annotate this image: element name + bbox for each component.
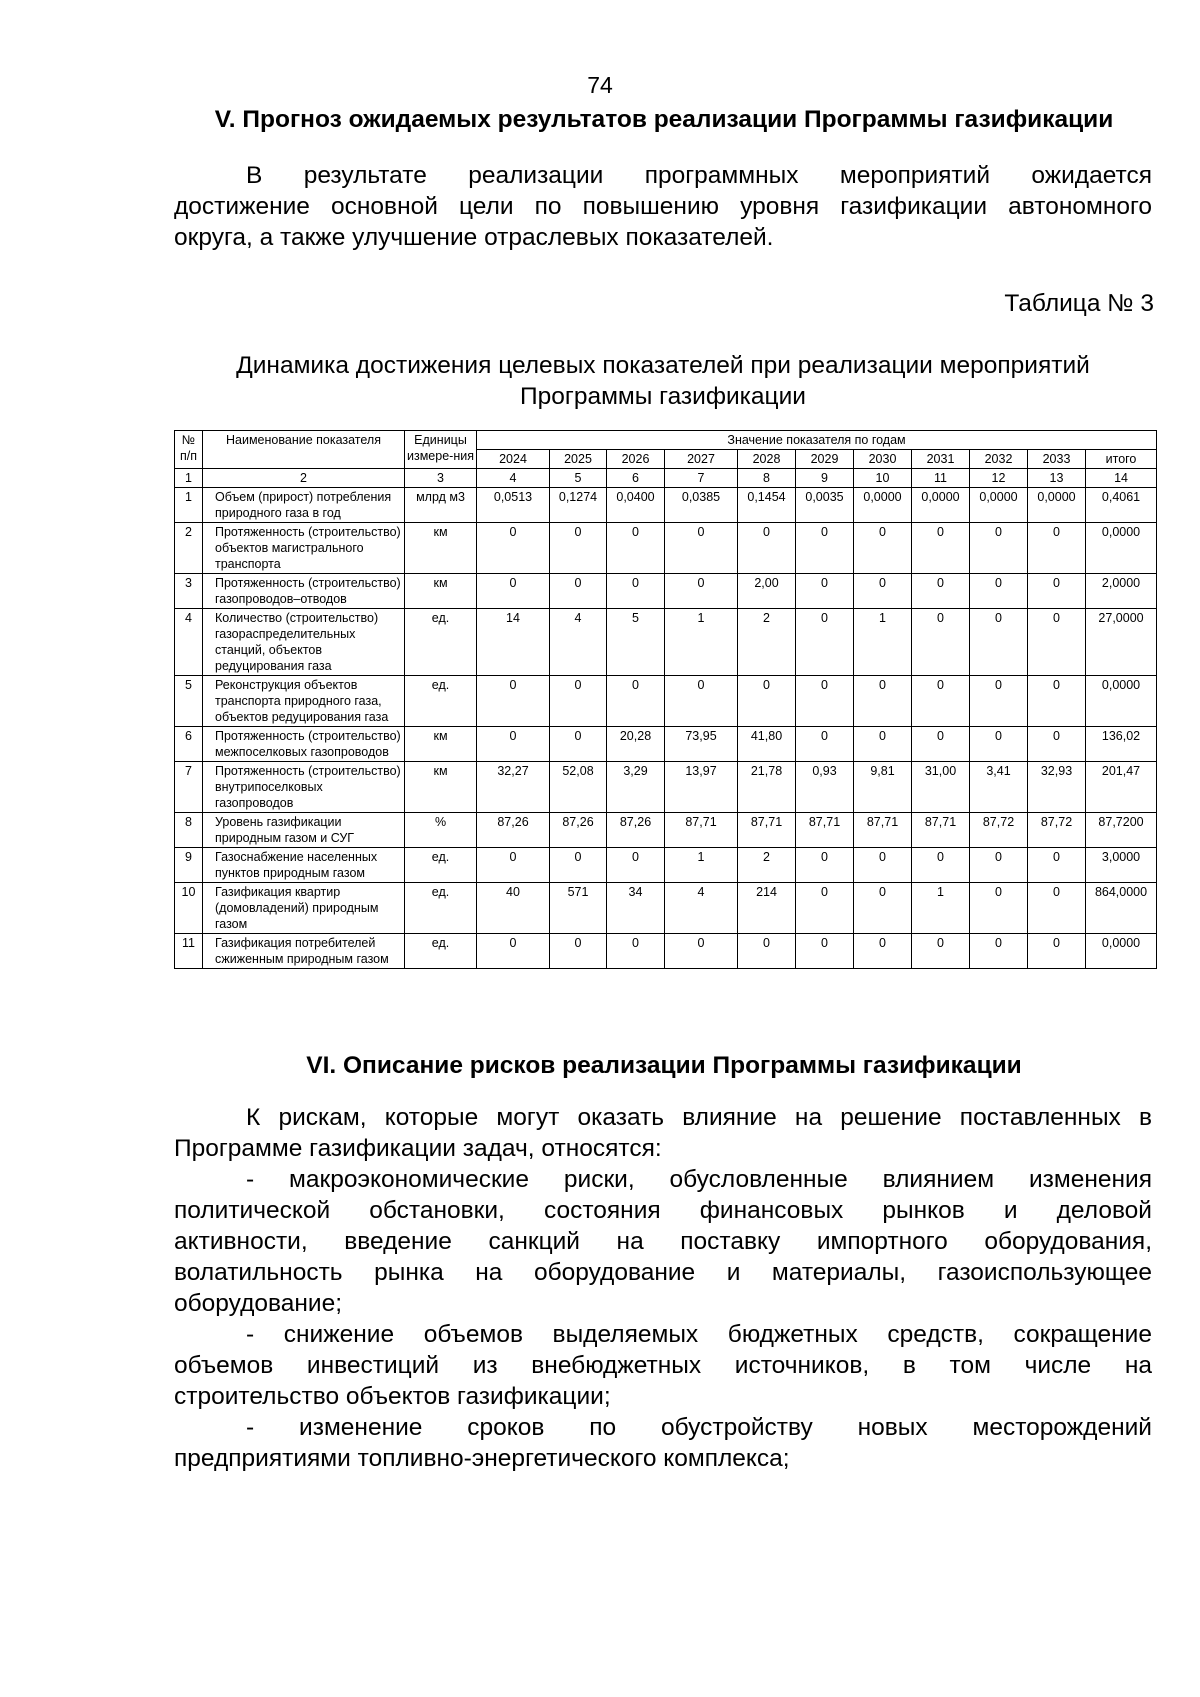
- paragraph-line: оборудование;: [174, 1290, 343, 1317]
- value-cell: 1: [854, 609, 912, 676]
- table-row: [175, 813, 1157, 848]
- value-cell: 14: [477, 609, 550, 676]
- value-cell: 3,41: [970, 762, 1028, 813]
- header-year: 2032: [970, 450, 1028, 469]
- table-row: [175, 523, 1157, 574]
- paragraph-line: округа, а также улучшение отраслевых показателей.: [174, 224, 774, 251]
- value-cell: 0: [550, 727, 607, 762]
- value-cell: 0,0513: [477, 488, 550, 523]
- value-cell: 0: [738, 523, 796, 574]
- row-number: 11: [175, 934, 203, 969]
- value-cell: 0: [912, 934, 970, 969]
- table-row: [175, 934, 1157, 969]
- value-cell: 0: [912, 609, 970, 676]
- value-cell: 2,0000: [1086, 574, 1157, 609]
- header-year: 2027: [665, 450, 738, 469]
- indicator-name: Газификация квартир (домовладений) природным газом: [203, 883, 405, 934]
- value-cell: 0,0035: [796, 488, 854, 523]
- header-year: 2033: [1028, 450, 1086, 469]
- value-cell: 34: [607, 883, 665, 934]
- value-cell: 0: [665, 523, 738, 574]
- indicators-table: [174, 430, 1157, 969]
- table-caption: [174, 350, 1152, 412]
- value-cell: 0: [796, 934, 854, 969]
- value-cell: 40: [477, 883, 550, 934]
- value-cell: 21,78: [738, 762, 796, 813]
- unit-cell: ед.: [405, 609, 477, 676]
- value-cell: 0: [550, 523, 607, 574]
- paragraph-line: строительство объектов газификации;: [174, 1383, 611, 1410]
- value-cell: 0: [912, 676, 970, 727]
- row-number: 9: [175, 848, 203, 883]
- value-cell: 13,97: [665, 762, 738, 813]
- table-row: [175, 848, 1157, 883]
- header-year: 2030: [854, 450, 912, 469]
- value-cell: 0: [477, 848, 550, 883]
- column-number: 1: [175, 469, 203, 488]
- header-year: 2029: [796, 450, 854, 469]
- value-cell: 0: [1028, 574, 1086, 609]
- value-cell: 4: [665, 883, 738, 934]
- unit-cell: %: [405, 813, 477, 848]
- paragraph-line: политической обстановки, состояния финансовых рынков и деловой: [174, 1197, 1152, 1224]
- table-row: [175, 883, 1157, 934]
- value-cell: 87,7200: [1086, 813, 1157, 848]
- unit-cell: км: [405, 523, 477, 574]
- value-cell: 0: [854, 883, 912, 934]
- indicator-name: Объем (прирост) потребления природного газа в год: [203, 488, 405, 523]
- value-cell: 87,26: [607, 813, 665, 848]
- value-cell: 20,28: [607, 727, 665, 762]
- value-cell: 3,0000: [1086, 848, 1157, 883]
- paragraph-line: волатильность рынка на оборудование и материалы, газоиспользующее: [174, 1259, 1152, 1286]
- page-number: 74: [587, 72, 613, 98]
- value-cell: 0,1454: [738, 488, 796, 523]
- value-cell: 1: [665, 848, 738, 883]
- value-cell: 0: [796, 609, 854, 676]
- row-number: 10: [175, 883, 203, 934]
- value-cell: 0: [912, 727, 970, 762]
- value-cell: 0: [854, 848, 912, 883]
- value-cell: 0,0000: [1086, 523, 1157, 574]
- paragraph-line: Программе газификации задач, относятся:: [174, 1135, 662, 1162]
- column-number: 4: [477, 469, 550, 488]
- value-cell: 0: [1028, 848, 1086, 883]
- value-cell: 0: [665, 934, 738, 969]
- header-year: 2024: [477, 450, 550, 469]
- value-cell: 3,29: [607, 762, 665, 813]
- indicator-name: Реконструкция объектов транспорта природного газа, объектов редуцирования газа: [203, 676, 405, 727]
- header-year: 2026: [607, 450, 665, 469]
- value-cell: 87,71: [854, 813, 912, 848]
- value-cell: 87,72: [1028, 813, 1086, 848]
- unit-cell: млрд м3: [405, 488, 477, 523]
- section-5-title: V. Прогноз ожидаемых результатов реализации Программы газификации: [214, 106, 1114, 133]
- row-number: 2: [175, 523, 203, 574]
- paragraph-line: объемов инвестиций из внебюджетных источников, в том числе на: [174, 1352, 1152, 1379]
- value-cell: 0: [970, 848, 1028, 883]
- value-cell: 87,26: [477, 813, 550, 848]
- caption-line: Программы газификации: [520, 383, 806, 410]
- value-cell: 0,0000: [1086, 676, 1157, 727]
- value-cell: 0: [912, 848, 970, 883]
- value-cell: 5: [607, 609, 665, 676]
- indicator-name: Протяженность (строительство) межпоселковых газопроводов: [203, 727, 405, 762]
- paragraph-line: К рискам, которые могут оказать влияние на решение поставленных в: [246, 1104, 1152, 1131]
- value-cell: 864,0000: [1086, 883, 1157, 934]
- value-cell: 0: [607, 848, 665, 883]
- row-number: 7: [175, 762, 203, 813]
- value-cell: 73,95: [665, 727, 738, 762]
- indicator-name: Протяженность (строительство) газопроводов–отводов: [203, 574, 405, 609]
- value-cell: 27,0000: [1086, 609, 1157, 676]
- value-cell: 0: [1028, 523, 1086, 574]
- value-cell: 52,08: [550, 762, 607, 813]
- value-cell: 1: [665, 609, 738, 676]
- row-number: 5: [175, 676, 203, 727]
- value-cell: 87,26: [550, 813, 607, 848]
- unit-cell: км: [405, 727, 477, 762]
- value-cell: 0: [1028, 727, 1086, 762]
- paragraph-line: В результате реализации программных мероприятий ожидается: [246, 162, 1152, 189]
- value-cell: 0: [477, 727, 550, 762]
- value-cell: 0: [970, 523, 1028, 574]
- unit-cell: ед.: [405, 848, 477, 883]
- value-cell: 0,0400: [607, 488, 665, 523]
- paragraph-line: - макроэкономические риски, обусловленные влиянием изменения: [246, 1166, 1152, 1193]
- value-cell: 0: [970, 676, 1028, 727]
- value-cell: 32,93: [1028, 762, 1086, 813]
- value-cell: 0: [738, 676, 796, 727]
- value-cell: 0: [970, 883, 1028, 934]
- indicator-name: Газоснабжение населенных пунктов природным газом: [203, 848, 405, 883]
- value-cell: 2: [738, 848, 796, 883]
- value-cell: 0: [796, 883, 854, 934]
- value-cell: 571: [550, 883, 607, 934]
- table-label: Таблица № 3: [1004, 290, 1154, 317]
- value-cell: 0: [796, 574, 854, 609]
- column-number: 13: [1028, 469, 1086, 488]
- section-6-title: VI. Описание рисков реализации Программы газификации: [306, 1052, 1022, 1079]
- header-year: 2028: [738, 450, 796, 469]
- row-number: 8: [175, 813, 203, 848]
- column-number: 2: [203, 469, 405, 488]
- value-cell: 0,0000: [854, 488, 912, 523]
- value-cell: 136,02: [1086, 727, 1157, 762]
- value-cell: 0: [738, 934, 796, 969]
- value-cell: 0: [912, 574, 970, 609]
- column-number: 11: [912, 469, 970, 488]
- value-cell: 1: [912, 883, 970, 934]
- column-number: 7: [665, 469, 738, 488]
- value-cell: 0: [665, 676, 738, 727]
- indicator-name: Протяженность (строительство) объектов магистрального транспорта: [203, 523, 405, 574]
- unit-cell: ед.: [405, 934, 477, 969]
- paragraph-line: - изменение сроков по обустройству новых месторождений: [246, 1414, 1152, 1441]
- value-cell: 0: [477, 934, 550, 969]
- value-cell: 0,0000: [1086, 934, 1157, 969]
- table-row: [175, 609, 1157, 676]
- unit-cell: км: [405, 574, 477, 609]
- value-cell: 32,27: [477, 762, 550, 813]
- value-cell: 201,47: [1086, 762, 1157, 813]
- value-cell: 0: [970, 574, 1028, 609]
- caption-line: Динамика достижения целевых показателей при реализации мероприятий: [236, 352, 1090, 379]
- value-cell: 41,80: [738, 727, 796, 762]
- row-number: 4: [175, 609, 203, 676]
- value-cell: 0,0385: [665, 488, 738, 523]
- row-number: 1: [175, 488, 203, 523]
- value-cell: 0: [607, 676, 665, 727]
- paragraph-line: активности, введение санкций на поставку импортного оборудования,: [174, 1228, 1152, 1255]
- table-row: [175, 727, 1157, 762]
- value-cell: 2,00: [738, 574, 796, 609]
- value-cell: 0,93: [796, 762, 854, 813]
- paragraph-line: - снижение объемов выделяемых бюджетных средств, сокращение: [246, 1321, 1152, 1348]
- header-year: 2025: [550, 450, 607, 469]
- row-number: 6: [175, 727, 203, 762]
- indicator-name: Уровень газификации природным газом и СУГ: [203, 813, 405, 848]
- value-cell: 0: [477, 676, 550, 727]
- value-cell: 0: [796, 848, 854, 883]
- value-cell: 0: [854, 727, 912, 762]
- value-cell: 0: [607, 574, 665, 609]
- value-cell: 0: [1028, 883, 1086, 934]
- value-cell: 0,4061: [1086, 488, 1157, 523]
- value-cell: 0: [796, 676, 854, 727]
- value-cell: 87,71: [665, 813, 738, 848]
- section-6-text: [174, 1102, 1152, 1474]
- header-name: Наименование показателя: [203, 431, 405, 469]
- value-cell: 0,0000: [1028, 488, 1086, 523]
- value-cell: 0,0000: [970, 488, 1028, 523]
- value-cell: 9,81: [854, 762, 912, 813]
- unit-cell: км: [405, 762, 477, 813]
- value-cell: 0: [1028, 934, 1086, 969]
- value-cell: 0: [912, 523, 970, 574]
- column-number: 9: [796, 469, 854, 488]
- header-unit: Единицы измере-ния: [405, 431, 477, 469]
- value-cell: 0: [970, 727, 1028, 762]
- value-cell: 0: [854, 676, 912, 727]
- value-cell: 87,71: [912, 813, 970, 848]
- value-cell: 0: [1028, 676, 1086, 727]
- column-number: 14: [1086, 469, 1157, 488]
- column-number: 5: [550, 469, 607, 488]
- value-cell: 0: [796, 523, 854, 574]
- paragraph-line: предприятиями топливно-энергетического комплекса;: [174, 1445, 790, 1472]
- value-cell: 214: [738, 883, 796, 934]
- value-cell: 0: [854, 574, 912, 609]
- value-cell: 0,1274: [550, 488, 607, 523]
- indicator-name: Газификация потребителей сжиженным природным газом: [203, 934, 405, 969]
- value-cell: 2: [738, 609, 796, 676]
- value-cell: 0: [550, 848, 607, 883]
- value-cell: 0: [550, 934, 607, 969]
- value-cell: 0: [477, 574, 550, 609]
- column-number: 3: [405, 469, 477, 488]
- value-cell: 31,00: [912, 762, 970, 813]
- value-cell: 0: [970, 934, 1028, 969]
- row-number: 3: [175, 574, 203, 609]
- paragraph-line: достижение основной цели по повышению уровня газификации автономного: [174, 193, 1152, 220]
- value-cell: 0: [1028, 609, 1086, 676]
- value-cell: 4: [550, 609, 607, 676]
- table-row: [175, 488, 1157, 523]
- unit-cell: ед.: [405, 676, 477, 727]
- value-cell: 87,72: [970, 813, 1028, 848]
- table-row: [175, 676, 1157, 727]
- value-cell: 0: [607, 934, 665, 969]
- value-cell: 0,0000: [912, 488, 970, 523]
- indicator-name: Количество (строительство) газораспределительных станций, объектов редуцирования газа: [203, 609, 405, 676]
- header-num: № п/п: [175, 431, 203, 469]
- value-cell: 0: [550, 574, 607, 609]
- value-cell: 0: [665, 574, 738, 609]
- value-cell: 0: [854, 523, 912, 574]
- column-number: 10: [854, 469, 912, 488]
- header-values-group: Значение показателя по годам: [477, 431, 1157, 450]
- column-number: 12: [970, 469, 1028, 488]
- table-row: [175, 574, 1157, 609]
- value-cell: 0: [854, 934, 912, 969]
- unit-cell: ед.: [405, 883, 477, 934]
- header-year: 2031: [912, 450, 970, 469]
- column-number: 6: [607, 469, 665, 488]
- section-5-paragraph: [174, 160, 1152, 253]
- value-cell: 0: [607, 523, 665, 574]
- value-cell: 0: [796, 727, 854, 762]
- header-year: итого: [1086, 450, 1157, 469]
- value-cell: 87,71: [796, 813, 854, 848]
- column-number: 8: [738, 469, 796, 488]
- value-cell: 87,71: [738, 813, 796, 848]
- table-row: [175, 762, 1157, 813]
- value-cell: 0: [477, 523, 550, 574]
- indicator-name: Протяженность (строительство) внутрипоселковых газопроводов: [203, 762, 405, 813]
- value-cell: 0: [550, 676, 607, 727]
- value-cell: 0: [970, 609, 1028, 676]
